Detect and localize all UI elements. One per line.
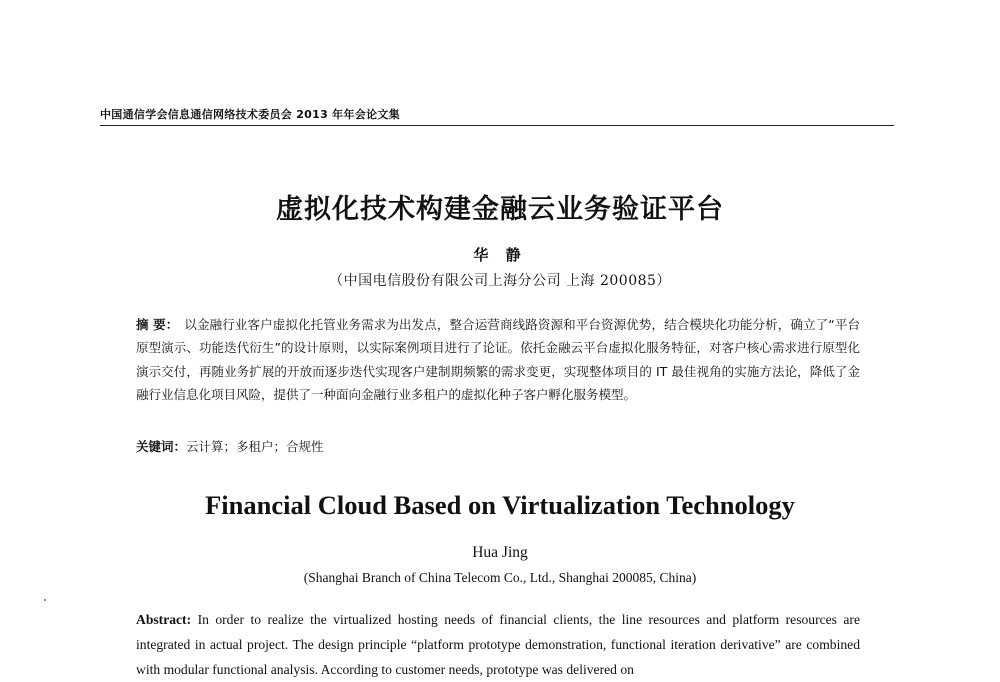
- english-abstract: [136, 607, 860, 682]
- chinese-keywords-label: 关键词：: [136, 439, 187, 454]
- chinese-abstract: [136, 313, 860, 406]
- chinese-author: 华 静: [473, 246, 527, 264]
- chinese-keywords-text: 云计算；多租户；合规性: [186, 439, 324, 454]
- chinese-affiliation: （中国电信股份有限公司上海分公司 上海 200085）: [329, 273, 671, 289]
- chinese-title: 虚拟化技术构建金融云业务验证平台: [276, 194, 724, 225]
- chinese-abstract-label: 摘 要：: [136, 317, 179, 332]
- english-abstract-text: In order to realize the virtualized hosting needs of financial clients, the line resources and platform resources are integrated in actual project. The design principle “platform prototype demonstration, functional iteration derivative” are combined with modular functional analysis. According to customer needs, prototype was delivered on: [136, 612, 860, 677]
- chinese-keywords: [136, 437, 324, 455]
- header-rule: [100, 125, 894, 126]
- english-title: Financial Cloud Based on Virtualization Technology: [205, 490, 795, 520]
- english-abstract-label: Abstract:: [136, 612, 192, 627]
- scan-speck: [44, 599, 46, 601]
- english-author: Hua Jing: [472, 544, 528, 561]
- running-header: 中国通信学会信息通信网络技术委员会 2013 年年会论文集: [100, 108, 400, 121]
- chinese-abstract-text: 以金融行业客户虚拟化托管业务需求为出发点，整合运营商线路资源和平台资源优势，结合模块化功能分析，确立了“平台原型演示、功能迭代衍生”的设计原则，以实际案例项目进行了论证。依托金融云平台虚拟化服务特征，对客户核心需求进行原型化演示交付，再随业务扩展的开放而逐步迭代实现客户建制期频繁的需求变更，实现整体项目的 IT 最佳视角的实施方法论，降低了金融行业信息化项目风险，提供了一种面向金融行业多租户的虚拟化种子客户孵化服务模型。: [136, 317, 860, 402]
- english-affiliation: (Shanghai Branch of China Telecom Co., Ltd., Shanghai 200085, China): [303, 570, 697, 585]
